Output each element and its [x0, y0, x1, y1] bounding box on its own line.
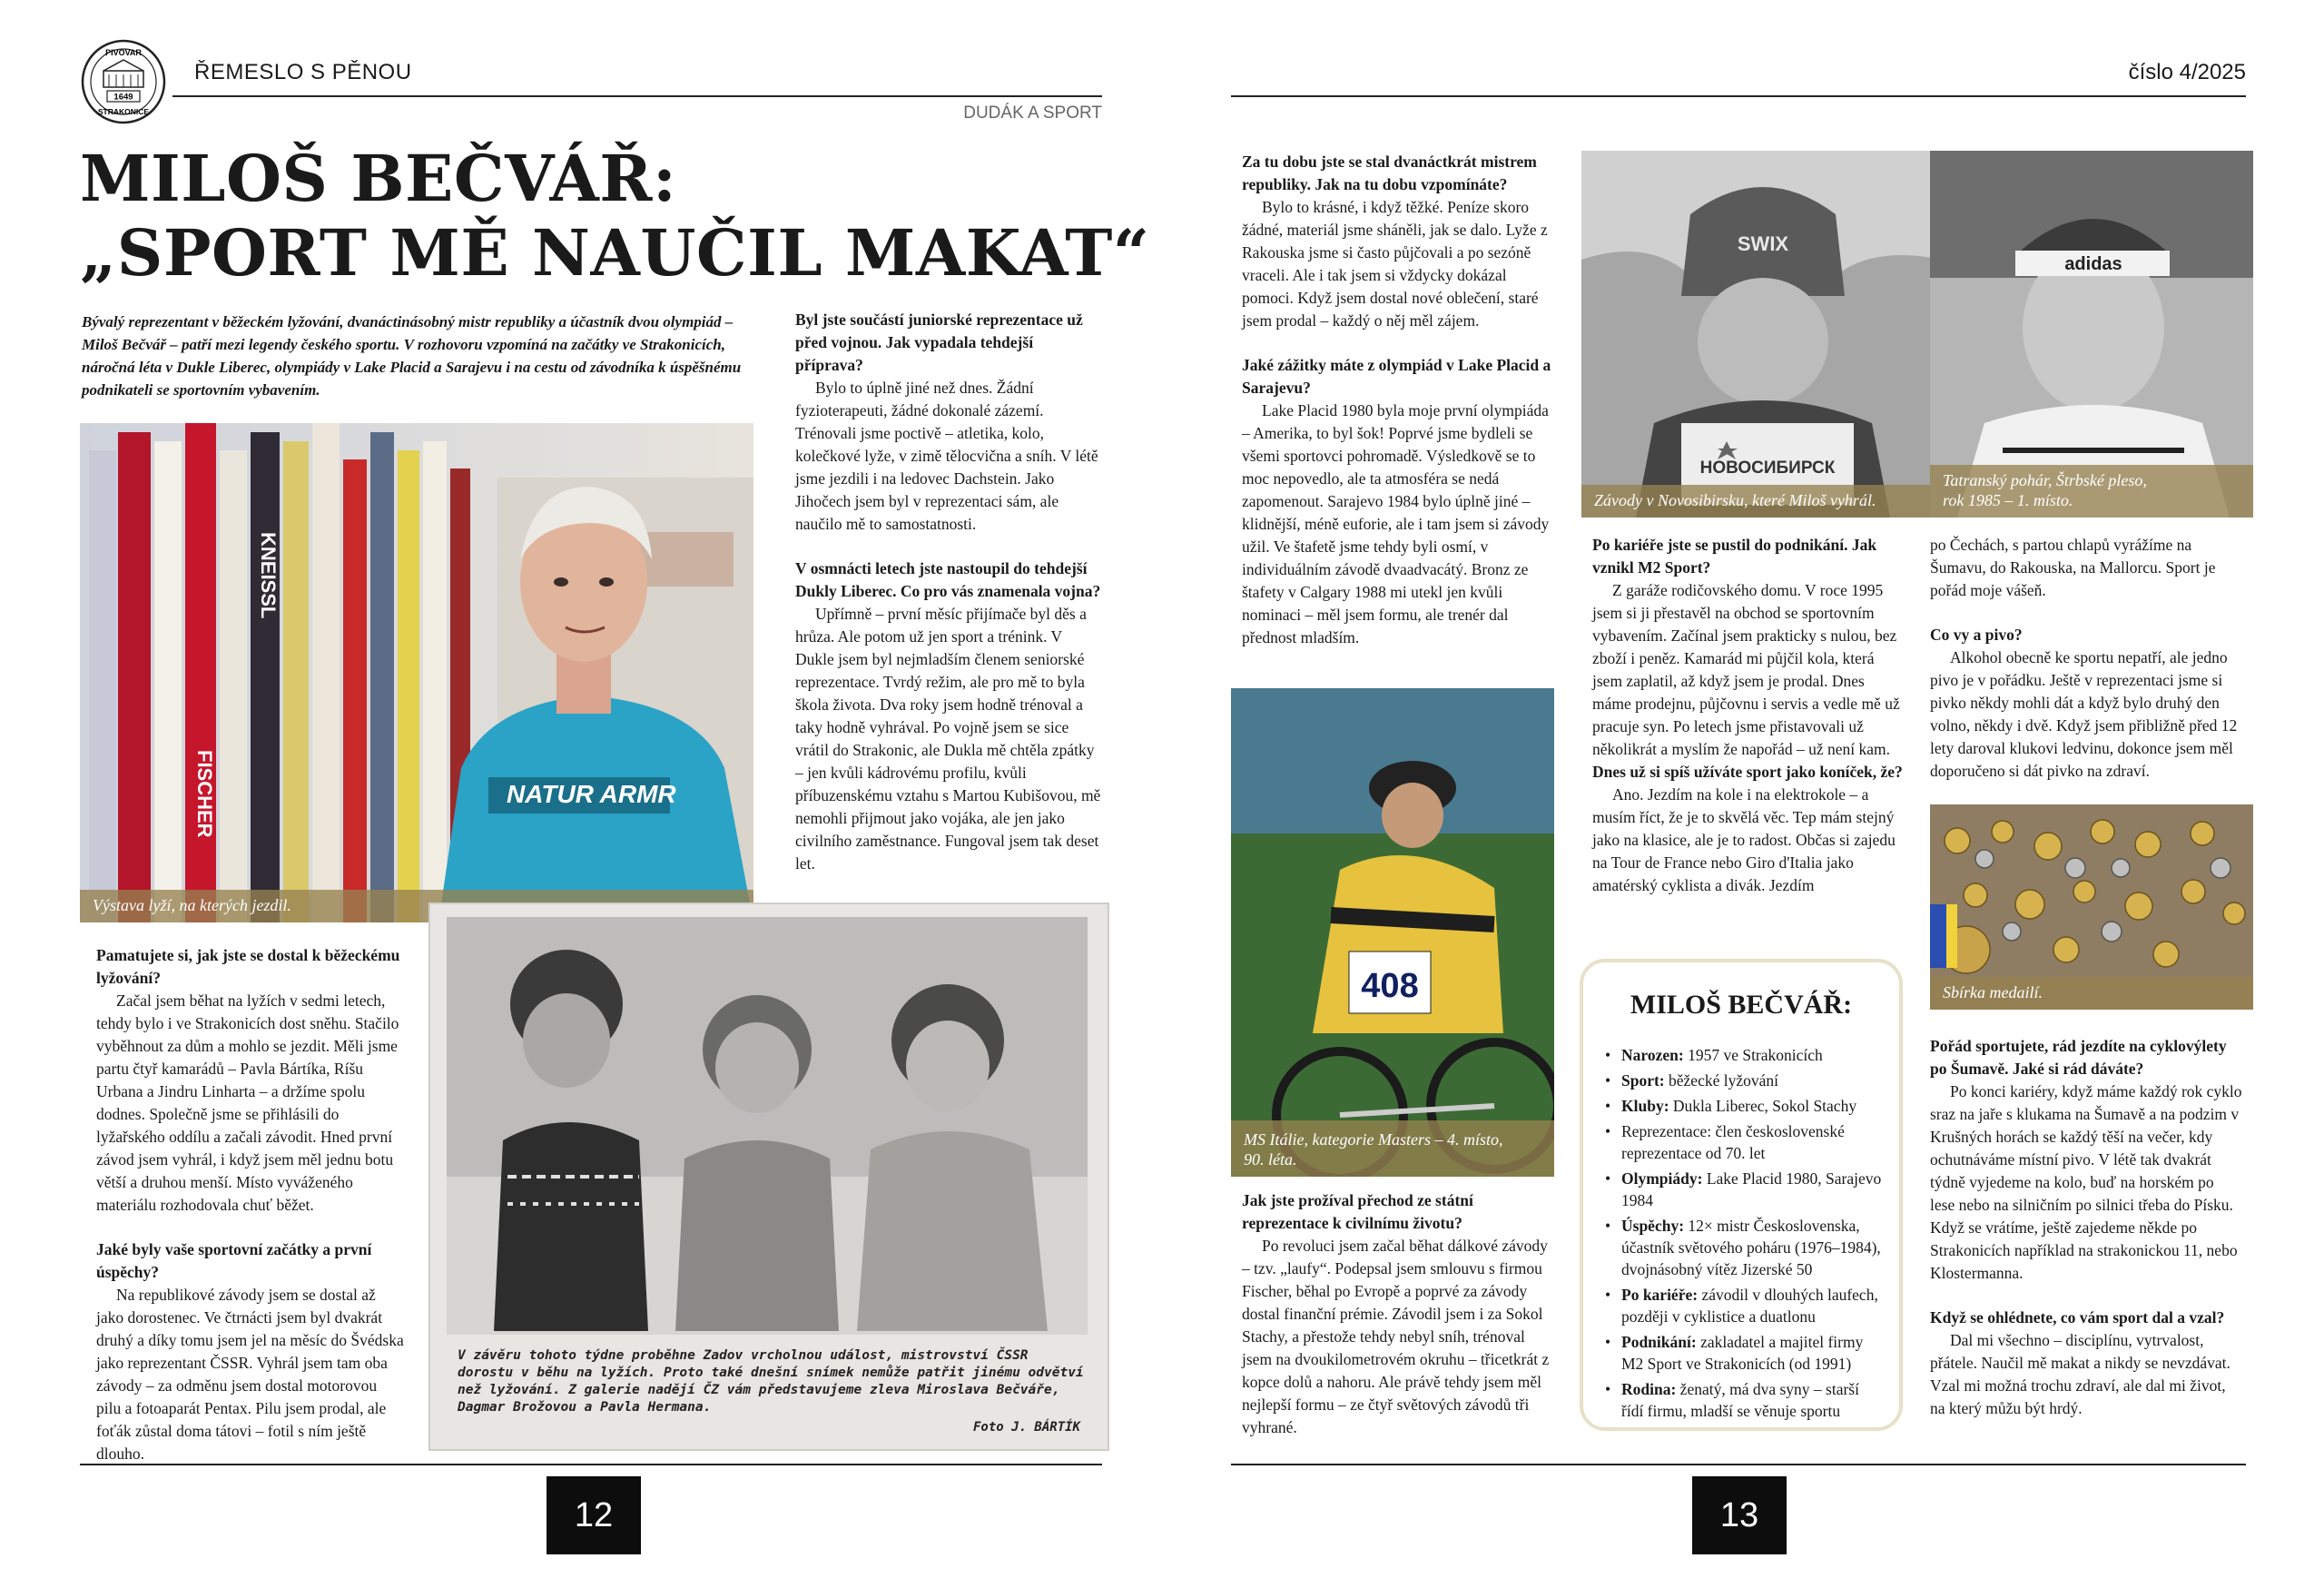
infobox-item: [1603, 1044, 1883, 1066]
photo-novosibirsk: [1581, 151, 1943, 518]
infobox-item: [1603, 1284, 1883, 1327]
infobox-item: [1603, 1168, 1883, 1211]
section-label: DUDÁK A SPORT: [963, 104, 1102, 123]
photo-ski-exhibition: [80, 423, 753, 922]
infobox-title: MILOŠ BEČVÁŘ:: [1630, 990, 1853, 1020]
infobox-item-label: Kluby:: [1621, 1097, 1669, 1115]
question: Dnes už si spíš užíváte sport jako koníček, že?: [1592, 763, 1903, 781]
cyclist-image: [1231, 688, 1554, 1177]
photo-newspaper-clipping: [430, 904, 1108, 1449]
caption-line: MS Itálie, kategorie Masters – 4. místo,: [1244, 1130, 1503, 1149]
issue-number: číslo 4/2025: [2128, 60, 2246, 84]
question: Jaké byly vaše sportovní začátky a první úspěchy?: [96, 1240, 372, 1281]
tatry-image: [1930, 151, 2253, 518]
infobox-item-value: 1957 ve Strakonicích: [1688, 1046, 1823, 1064]
svg-text:PIVOVAR: PIVOVAR: [105, 48, 142, 57]
caption-italy-masters: [1231, 1120, 1554, 1177]
question: Pamatujete si, jak jste se dostal k běžeckému lyžování?: [96, 946, 400, 987]
infobox-item-value: ženatý, má dva syny – starší řídí firmu, mladší se věnuje sportu: [1621, 1380, 1859, 1420]
brewery-logo: [80, 38, 167, 125]
article-title: [80, 142, 1150, 291]
question: Pořád sportujete, rád jezdíte na cyklovýlety po Šumavě. Jaké si rád dáváte?: [1930, 1037, 2227, 1078]
title-line-1: MILOŠ BEČVÁŘ:: [80, 141, 677, 216]
answer: Po revoluci jsem začal běhat dálkové závody – tzv. „laufy“. Podepsal jsem smlouvu s firmou Fischer, běhal po Evropě a poprvé za závody dostal finanční prémie. Závodil jsem i za Sokol Stachy, a přestože tehdy nebyl sníh, trénoval jsem na dvoukilometrovém okruhu – třicetkrát z kopce dolů a nahoru. Ale právě tehdy jsem měl nejlepší formu – ze čtyř světových závodů tři vyhrané.: [1242, 1237, 1550, 1436]
ski-rack: [89, 423, 470, 922]
question: Po kariéře jste se pustil do podnikání. Jak vznikl M2 Sport?: [1592, 536, 1877, 577]
question: V osmnácti letech jste nastoupil do tehdejší Dukly Liberec. Co pro vás znamenala vojna?: [795, 559, 1101, 600]
infobox-item-value: zakladatel a majitel firmy M2 Sport ve Strakonicích (od 1991): [1621, 1333, 1864, 1373]
svg-text:STRAKONICE: STRAKONICE: [97, 107, 150, 116]
answer: Bylo to úplně jiné než dnes. Žádní fyzioterapeuti, žádné dokonalé zázemí. Trénovali jsme poctivě – atletika, kolo, kolečkové lyže, v zimě tělocvična a sníh. V létě jsme jezdili i na ledovec Dachstein. Jako Jihočech jsem byl v reprezentaci sám, ale naučilo mě to samostatnosti.: [795, 379, 1098, 533]
answer: Ano. Jezdím na kole i na elektrokole – a musím říct, že je to skvělá věc. Tep mám stejný jako na klasice, ale je to radost. Občas si zajedu na Tour de France nebo Giro d'Italia jako amatérský cyklista a divák. Jezdím: [1592, 785, 1896, 894]
question: Když se ohlédnete, co vám sport dal a vzal?: [1930, 1308, 2225, 1327]
header-rule-left: [172, 95, 1102, 97]
title-line-2: „SPORT MĚ NAUČIL MAKAT“: [80, 215, 1150, 291]
column-3: [1242, 151, 1554, 649]
bib-number: 408: [1361, 967, 1419, 1005]
clipping-text: V závěru tohoto týdne proběhne Zadov vrcholnou událost, mistrovství ČSSR dorostu v běhu na lyžích. Proto také dnešní snímek nemůže patřit jinému odvětví než lyžování. Z galerie nadějí ČZ vám představujeme zleva Miroslava Bečváře, Dagmar Brožovou a Pavla Hermana.: [458, 1348, 1084, 1415]
infobox-item: [1603, 1120, 1883, 1164]
footer-rule-left: [80, 1464, 1102, 1465]
header-rule-right: [1231, 95, 2246, 97]
question: Byl jste součástí juniorské reprezentace už před vojnou. Jak vypadala tehdejší příprava?: [795, 311, 1083, 374]
caption-line: 90. léta.: [1244, 1150, 1297, 1169]
infobox-item-value: závodil v dlouhých laufech, později v cyklistice a duatlonu: [1621, 1286, 1878, 1326]
answer: Lake Placid 1980 byla moje první olympiáda – Amerika, to byl šok! Poprvé jsme bydleli se všemi sportovci pohromadě. Výsledkově se to moc nepovedlo, ale ta atmosféra se nedá zapomenout. Sarajevo 1984 bylo úplně jiné – klidnější, méně euforie, ale i tam jsem si závody užil. Ve štafetě jsme tehdy byli osmí, v individuálním závodě dvaadvacátý. Bronz ze štafety v Calgary 1988 mi utekl jen kvůli nominaci – měl jsem formu, ale trenér dal přednost mladším.: [1242, 401, 1550, 646]
infobox-item-label: Podnikání:: [1621, 1333, 1697, 1351]
infobox-item-label: Sport:: [1621, 1071, 1665, 1090]
ski-brand-kneissl: KNEISSL: [257, 532, 280, 619]
clipping-credit: Foto J. BÁRTÍK: [972, 1420, 1080, 1435]
article-lead: Bývalý reprezentant v běžeckém lyžování, dvanáctinásobný mistr republiky a účastník dvou olympiád – Miloš Bečvář – patří mezi legendy českého sportu. V rozhovoru vzpomíná na začátky ve Strakonicích, náročná léta v Dukle Liberec, olympiády v Lake Placid a Sarajevu i na cestu od závodníka k úspěšnému podnikateli se sportovním vybavením.: [82, 313, 742, 399]
infobox-item-value: Dukla Liberec, Sokol Stachy: [1672, 1097, 1857, 1115]
infobox-item-value: Lake Placid 1980, Sarajevo 1984: [1621, 1169, 1882, 1209]
infobox-item-label: Narozen:: [1621, 1046, 1684, 1064]
ski-exhibition-image: [80, 423, 753, 922]
caption-tatransky-pohar: [1930, 465, 2253, 518]
infobox-item-value: Reprezentace: člen československé reprezentace od 70. let: [1621, 1122, 1845, 1162]
column-5b: [1930, 1035, 2242, 1420]
question: Jaké zážitky máte z olympiád v Lake Placid a Sarajevu?: [1242, 356, 1551, 397]
novosibirsk-image: [1581, 151, 1943, 518]
infobox-item-label: Úspěchy:: [1621, 1217, 1685, 1235]
column-4: [1592, 534, 1905, 897]
question: Jak jste prožíval přechod ze státní reprezentace k civilnímu životu?: [1242, 1191, 1473, 1232]
infobox-item: [1603, 1070, 1883, 1091]
infobox-item: [1603, 1378, 1883, 1422]
svg-text:1649: 1649: [113, 92, 133, 103]
column-5: [1930, 534, 2242, 783]
footer-rule-right: [1231, 1464, 2246, 1465]
photo-medal-collection: [1930, 804, 2253, 1010]
answer: Alkohol obecně ke sportu nepatří, ale jedno pivo je v pořádku. Ještě v reprezentaci jsme si pivko někdy mohli dát a když bylo druhý den volno, někdy i dvě. Když jsem přibližně před 12 lety daroval klukovi ledvinu, dokonce jsem měl doporučeno si dát pivko na zdraví.: [1930, 648, 2238, 780]
answer: Dal mi všechno – disciplínu, vytrvalost, přátele. Naučil mě makat a nikdy se nevzdávat. Vzal mi možná trochu zdraví, ale dal mi život, na který můžu být hrdý.: [1930, 1331, 2230, 1417]
infobox-item: [1603, 1095, 1883, 1117]
magazine-name: ŘEMESLO S PĚNOU: [194, 60, 412, 84]
question: Za tu dobu jste se stal dvanáctkrát mistrem republiky. Jak na tu dobu vzpomínáte?: [1242, 153, 1537, 193]
bib-text: НОВОСИБИРСК: [1699, 459, 1836, 478]
page-number-left: 12: [547, 1476, 641, 1554]
answer: Na republikové závody jsem se dostal až jako dorostenec. Ve čtrnácti jsem byl dvakrát druhý a díky tomu jsem jel na měsíc do Švédska jako reprezentant ČSSR. Vyhrál jsem tam oba závody – za odměnu jsem dostal motorovou pilu a fotoaparát Pentax. Pilu jsem prodal, ale foťák zůstal doma tátovi – fotil s ním ještě dlouho.: [96, 1286, 404, 1463]
answer: Začal jsem běhat na lyžích v sedmi letech, tehdy bylo i ve Strakonicích dost sněhu. Stačilo vyběhnout za dům a mohlo se jezdit. Měli jsme partu čtyř kamarádů – Pavla Bártíka, Ríšu Urbana a Jindru Linharta – a držíme spolu dodnes. Společně jsme se přihlásili do lyžařského oddílu a začali závodit. Hned první závod jsem vyhrál, i když jsem měl jednu botu větší a druhou menší. Místo vyváženého materiálu rozhodovala chuť běžet.: [96, 991, 399, 1214]
logo-seal-icon: [80, 38, 167, 125]
photo-tatransky-pohar: [1930, 151, 2253, 518]
infobox-item-label: Rodina:: [1621, 1380, 1677, 1398]
caption-medal-collection: Sbírka medailí.: [1930, 977, 2253, 1010]
infobox-item-label: Po kariéře:: [1621, 1286, 1699, 1304]
answer: Po konci kariéry, když máme každý rok cyklo sraz na jaře s klukama na Šumavě a na podzim v Krušných horách se každý těší na večer, kdy ochutnáváme místní pivo. V létě tak dvakrát týdně vyjedeme na kolo, buď na horském po lese nebo na silničním po silnici třeba do Písku. Když se vrátíme, ještě zajedeme někde po Strakonicích například na strakonickou 11, nebo Klostermanna.: [1930, 1082, 2242, 1282]
infobox-item: [1603, 1215, 1883, 1280]
ski-brand-fischer: FISCHER: [193, 750, 216, 838]
answer: Bylo to krásné, i když těžké. Peníze skoro žádné, materiál jsme sháněli, jak se dalo. Lyže z Rakouska jsme si často půjčovali a po sezóně vraceli. Ale i tak jsem si vždycky dokázal pomoci. Když jsem dostal nové oblečení, staré jsem prodal – každý o něj měl zájem.: [1242, 198, 1548, 330]
hat-text: SWIX: [1737, 232, 1789, 255]
caption-line: rok 1985 – 1. místo.: [1943, 491, 2073, 509]
infobox-item: [1603, 1331, 1883, 1375]
column-2: [795, 309, 1104, 875]
caption-novosibirsk: Závody v Novosibirsku, které Miloš vyhrál.: [1581, 485, 1943, 518]
answer: Upřímně – první měsíc přijímače byl děs a hrůza. Ale potom už jen sport a trénink. V Dukle jsem byl nejmladším členem seniorské reprezentace. Tvrdý režim, ale pro mě to byla škola života. Dva roky jsem hodně trénoval a taky hodně vyhrával. Po vojně jsem se sice vrátil do Strakonic, ale Dukla mě chtěla zpátky – jen kvůli kádrovému profilu, kvůli příbuzenskému vztahu s Martou Kubišovou, mě nemohli přijmout jako vojáka, ale jen jako civilního zaměstnance. Fungoval jsem tak deset let.: [795, 605, 1101, 873]
svg-text:NATUR ARMR: NATUR ARMR: [507, 780, 676, 808]
column-1: [96, 944, 405, 1465]
page-number-right: 13: [1692, 1476, 1787, 1554]
infobox-item-value: 12× mistr Československa, účastník světového poháru (1976–1984), dvojnásobný vítěz Jizerské 50: [1621, 1217, 1881, 1278]
headband-text: adidas: [2064, 254, 2122, 274]
infobox-item-label: Olympiády:: [1621, 1169, 1703, 1188]
caption-ski-exhibition: Výstava lyží, na kterých jezdil.: [80, 890, 753, 922]
photo-italy-masters: [1231, 688, 1554, 1177]
answer: po Čechách, s partou chlapů vyrážíme na Šumavu, do Rakouska, na Mallorcu. Sport je pořád moje vášeň.: [1930, 536, 2216, 599]
question: Co vy a pivo?: [1930, 626, 2023, 644]
caption-line: Tatranský pohár, Štrbské pleso,: [1943, 471, 2147, 489]
infobox-list: [1603, 1044, 1883, 1422]
bio-infobox: [1580, 959, 1903, 1431]
infobox-item-value: běžecké lyžování: [1669, 1071, 1778, 1090]
column-3b: [1242, 1189, 1554, 1439]
answer: Z garáže rodičovského domu. V roce 1995 jsem si ji přestavěl na obchod se sportovním vybavením. Začínal jsem prakticky s nulou, bez zboží i peněz. Kamarád mi půjčil kola, která jsem zaplatil, až když jsem je prodal. Dnes máme prodejnu, půjčovnu i servis a vedle mě už pracuje syn. Po letech jsme přistavovali už několikrát a myslím že napořád – už není kam.: [1592, 581, 1900, 758]
